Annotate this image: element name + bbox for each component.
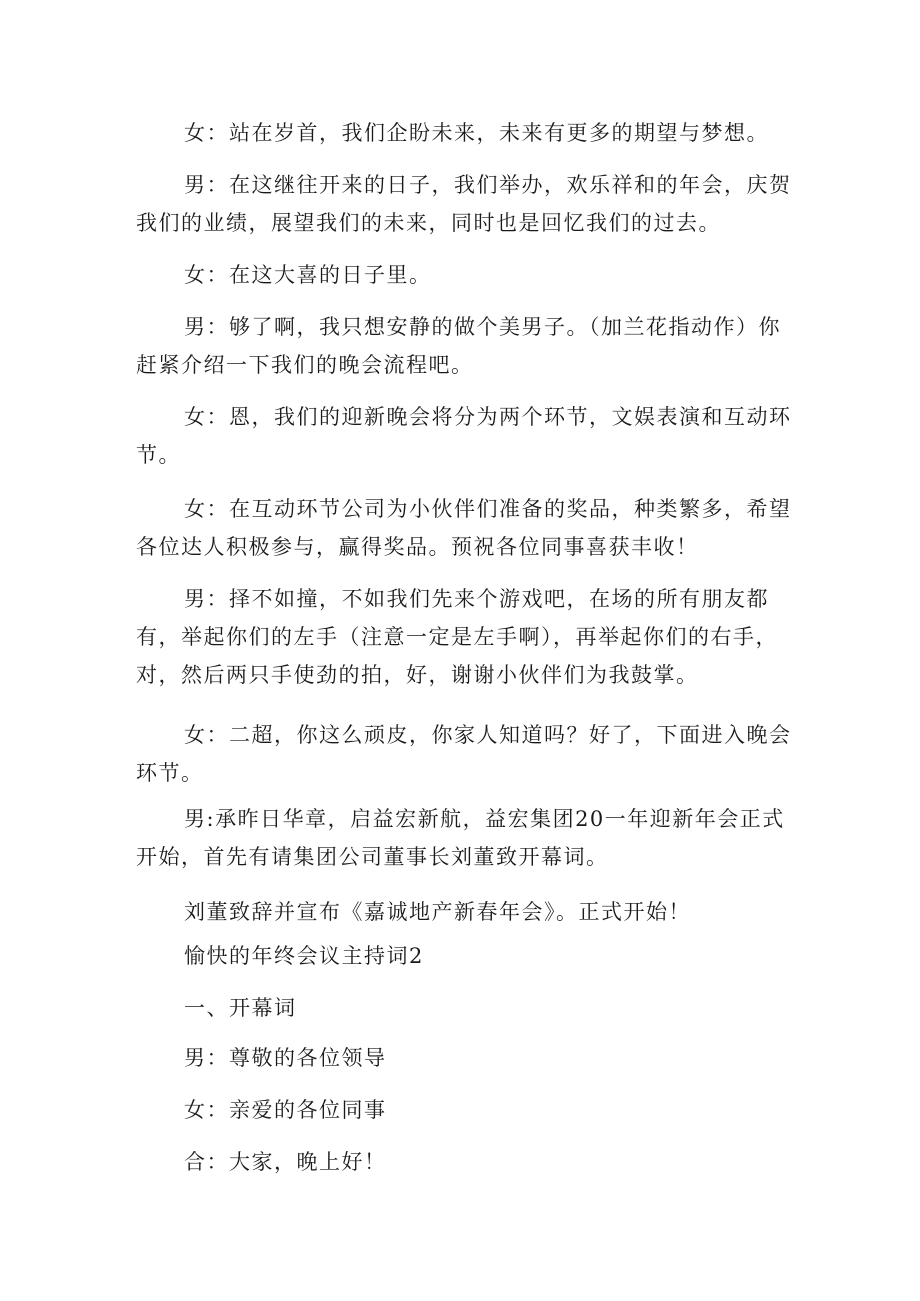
paragraph: 刘董致辞并宣布《嘉诚地产新春年会》。正式开始！	[184, 900, 691, 924]
paragraph: 女：恩，我们的迎新晚会将分为两个环节，文娱表演和互动环节。	[136, 405, 792, 467]
section-heading: 愉快的年终会议主持词2	[184, 944, 424, 968]
paragraph: 女：二超，你这么顽皮，你家人知道吗？好了，下面进入晚会环节。	[136, 723, 792, 785]
paragraph: 女：亲爱的各位同事	[184, 1098, 387, 1122]
paragraph: 男：在这继往开来的日子，我们举办，欢乐祥和的年会，庆贺我们的业绩，展望我们的未来，同时也是回忆我们的过去。	[136, 173, 792, 235]
subsection-heading: 一、开幕词	[184, 996, 297, 1020]
paragraph: 女：在互动环节公司为小伙伴们准备的奖品，种类繁多，希望各位达人积极参与，赢得奖品。预祝各位同事喜获丰收！	[136, 497, 792, 559]
paragraph: 女：在这大喜的日子里。	[184, 263, 432, 287]
paragraph: 合：大家，晚上好！	[184, 1150, 387, 1174]
paragraph: 男：尊敬的各位领导	[184, 1046, 387, 1070]
paragraph: 男：择不如撞，不如我们先来个游戏吧，在场的所有朋友都有，举起你们的左手（注意一定是左手啊），再举起你们的右手，对，然后两只手使劲的拍，好，谢谢小伙伴们为我鼓掌。	[136, 587, 778, 687]
paragraph: 男：够了啊，我只想安静的做个美男子。（加兰花指动作）你赶紧介绍一下我们的晚会流程吧。	[136, 315, 781, 377]
paragraph: 女：站在岁首，我们企盼未来，未来有更多的期望与梦想。	[184, 121, 769, 145]
paragraph: 男:承昨日华章，启益宏新航，益宏集团20一年迎新年会正式开始，首先有请集团公司董事长刘董致开幕词。	[136, 807, 785, 869]
